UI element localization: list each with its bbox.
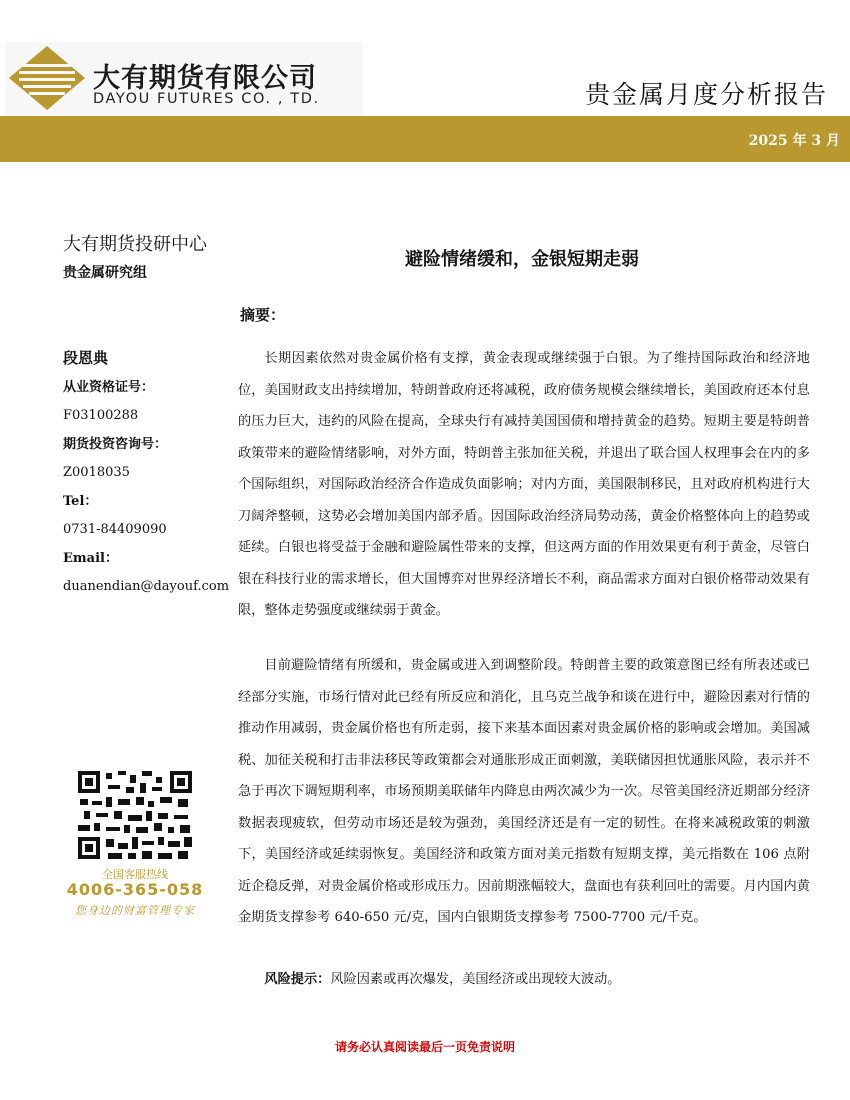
license-label: 从业资格证号： — [63, 379, 155, 395]
footer-disclaimer: 请务必认真阅读最后一页免责说明 — [334, 1040, 515, 1054]
risk-notice — [238, 966, 810, 994]
abstract-paragraph-1: 长期因素依然对贵金属价格有支撑，黄金表现或继续强于白银。为了维持国际政治和经济地位，美国财政支出持续增加，特朗普政府还将减税，政府债务规模会继续增长，美国政府还本付息的压力巨大，违约的风险在提高，全球央行有减持美国国债和增持黄金的趋势。短期主要是特朗普政策带来的避险情绪影响，对外方面，特朗普主张加征关税，并退出了联合国人权理事会在内的多个国际组织，对国际政治经济合作造成负面影响；对内方面，美国限制移民，且对政府机构进行大刀阔斧整顿，这势必会增加美国内部矛盾。因国际政治经济局势动荡，黄金价格整体向上的趋势或延续。白银也将受益于金融和避险属性带来的支撑，但这两方面的作用效果更有利于黄金，尽管白银在科技行业的需求增长，但大国博弈对世界经济增长不利，商品需求方面对白银价格带动效果有限，整体走势强度或继续弱于黄金。 — [238, 351, 810, 618]
hotline-label: 全国客服热线 — [102, 868, 168, 881]
analyst-name: 段恩典 — [63, 349, 109, 367]
hotline-number: 4006-365-058 — [66, 880, 204, 899]
consult-label: 期货投资咨询号： — [63, 436, 168, 452]
hotline-slogan: 您身边的财富管理专家 — [75, 904, 195, 917]
report-title: 贵金属月度分析报告 — [584, 80, 828, 109]
company-name-cn: 大有期货有限公司 — [93, 63, 317, 94]
risk-text: 风险因素或再次爆发，美国经济或出现较大波动。 — [330, 972, 621, 987]
report-date: 2025 年 3 月 — [748, 133, 840, 149]
article-headline: 避险情绪缓和，金银短期走弱 — [405, 249, 639, 270]
company-name-en: DAYOU FUTURES CO. , TD. — [93, 91, 320, 107]
research-group: 贵金属研究组 — [63, 265, 147, 281]
abstract-label: 摘要： — [240, 306, 286, 324]
qr-code-icon — [78, 771, 192, 859]
research-center: 大有期货投研中心 — [63, 234, 207, 255]
analyst-info — [63, 350, 233, 607]
tel-label: Tel： — [63, 493, 98, 509]
header-band — [0, 116, 850, 162]
email-value: duanendian@dayouf.com — [63, 579, 230, 594]
consult-value: Z0018035 — [63, 465, 130, 480]
risk-label: 风险提示： — [264, 972, 331, 987]
email-label: Email： — [63, 550, 118, 566]
tel-value: 0731-84409090 — [63, 522, 167, 537]
license-value: F03100288 — [63, 408, 139, 423]
abstract-paragraph-2: 目前避险情绪有所缓和，贵金属或进入到调整阶段。特朗普主要的政策意图已经有所表述或已经部分实施，市场行情对此已经有所反应和消化，且乌克兰战争和谈在进行中，避险因素对行情的推动作用减弱，贵金属价格也有所走弱，接下来基本面因素对贵金属价格的影响或会增加。美国减税、加征关税和打击非法移民等政策都会对通胀形成正面刺激，美联储因担忧通胀风险，表示并不急于再次下调短期利率，市场预期美联储年内降息由两次减少为一次。尽管美国经济近期部分经济数据表现疲软，但劳动市场还是较为强劲，美国经济还是有一定的韧性。在将来减税政策的刺激下，美国经济或延续弱恢复。美国经济和政策方面对美元指数有短期支撑，美元指数在 106 点附近企稳反弹，对贵金属价格或形成压力。因前期涨幅较大，盘面也有获利回吐的需要。月内国内黄金期货支撑参考 640-650 元/克，国内白银期货支撑参考 7500-7700 元/千克。 — [238, 658, 810, 925]
